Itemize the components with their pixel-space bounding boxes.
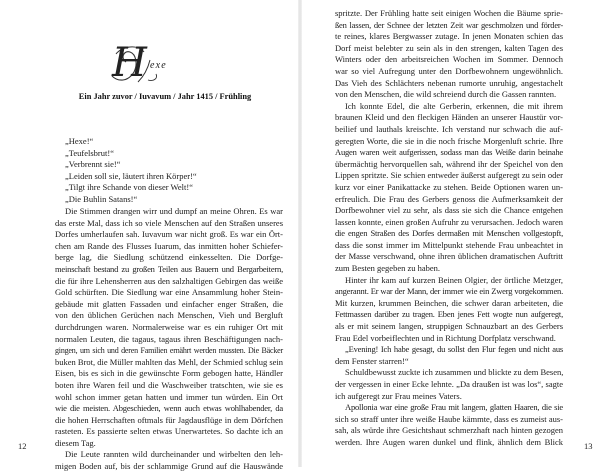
shout-line: „Tilgt ihre Schande von dieser Welt!“ bbox=[65, 182, 193, 193]
text-line: dem Fenster starren!“ bbox=[335, 355, 409, 366]
text-line: zum Besten gegeben zu haben. bbox=[335, 263, 441, 274]
text-line: spritzte. Der Frühling hatte seit einigen Wochen die Bäume sprie- bbox=[335, 8, 563, 18]
shout-line: „Teufelsbrut!“ bbox=[65, 147, 114, 158]
text-line: ich aufgeregt zur Frau meines Vaters. bbox=[335, 390, 462, 401]
text-line: Die Stimmen drangen wirr und dumpf an meine Ohren. Es war bbox=[65, 206, 283, 216]
text-line: war so viel Aufregung unter den Dorfbewohnern ungewöhnlich. bbox=[335, 65, 563, 76]
text-line: übermächtig hervorquellen sah, während ihr der Speichel von den bbox=[335, 158, 563, 169]
text-line: te reines, klares Bergwasser zutage. In jenen Monaten schien das bbox=[335, 31, 563, 42]
text-line: von den Menschen, die wild schreiend durch die Gassen rannten. bbox=[335, 89, 557, 100]
text-line: Schuldbewusst zuckte ich zusammen und blickte zu dem Besen, bbox=[345, 367, 564, 378]
text-line: kurz vor einer Panikattacke zu stehen. Beide Optionen waren un- bbox=[335, 181, 563, 192]
text-line: Gold schürften. Die Siedlung war eine Ansammlung hoher Stein- bbox=[55, 287, 283, 298]
chapter-title-rest: exe bbox=[150, 60, 167, 71]
text-line: Ich konnte Edel, die alte Gerberin, erkennen, die mit ihrem bbox=[345, 100, 563, 111]
text-line: Das Vieh des Schlächters nebenan rumorte unruhig, angestachelt bbox=[335, 77, 563, 88]
text-line: migen Boden auf, bis der schlammige Grund auf die Hauswände bbox=[55, 461, 283, 472]
text-line: Eisen, bis es sich in die gewünschte Form gebogen hatte, Händler bbox=[55, 368, 283, 379]
text-line: rasteten. Es passierte selten etwas Unerwartetes. So dachte ich an bbox=[55, 426, 283, 437]
text-line: gingen, um sich und deren Familien ernährt werden mussten. Die Bäcker bbox=[55, 346, 283, 356]
text-line: wohl schon immer getan hatten und immer tun würden. Ein Ort bbox=[55, 391, 283, 402]
text-line: buken Brot, die Müller mahlten das Mehl, der Schmied schlug sein bbox=[55, 356, 284, 367]
text-line: Dorfes umherlaufen sah. Iuvavum war nicht groß. Es war ein Ört- bbox=[55, 229, 283, 240]
text-line: braunen Kleid und den fleckigen Händen an unserer Haustür vor- bbox=[335, 112, 563, 123]
text-line: Winters oder den arbeitsreichen Wochen im Sommer. Dennoch bbox=[335, 54, 563, 65]
chapter-initial: H bbox=[112, 40, 147, 86]
text-line: durchdrungen waren. Normalerweise war es ein ruhiger Ort mit bbox=[55, 321, 283, 332]
right-page bbox=[302, 0, 600, 467]
text-line: berge lag, die Siedlung schützend einkesselten. Die Dorfge- bbox=[55, 252, 283, 263]
text-line: erfreulich. Die Frau des Gerbers genoss die Aufmerksamkeit der bbox=[335, 193, 563, 204]
text-line: die hohen Herrschaften oftmals für Jagdausflüge in dem Dörfchen bbox=[55, 414, 283, 425]
text-line: Hinter ihr kam auf kurzen Beinen Olgier, der örtliche Metzger, bbox=[345, 274, 563, 285]
chapter-title bbox=[112, 40, 232, 88]
text-line: die für ihre Lehensherren aus den salzhaltigen Gebirgen das weiße bbox=[55, 275, 283, 286]
text-line: von den üblichen Gerüchen nach Menschen, Vieh und Bergluft bbox=[55, 310, 283, 321]
text-line: Augen waren weit aufgerissen, sodass man das Weiße darin beinahe bbox=[335, 147, 563, 158]
text-line: chen am Rande des Flusses Iuarum, das inmitten hoher Schiefer- bbox=[55, 240, 283, 251]
text-line: beilief und lauthals kreischte. Ich verstand nur schwach die auf- bbox=[335, 123, 563, 134]
text-line: sah, als würde ihre Gesichtshaut schmerzhaft nach hinten gezogen bbox=[335, 425, 563, 436]
shout-line: „Die Buhlin Satans!“ bbox=[65, 193, 138, 204]
text-line: Mit kurzen, krummen Beinchen, die schwer daran arbeiteten, die bbox=[335, 297, 563, 308]
right-body-text bbox=[335, 8, 563, 449]
text-line: normalen Leuten, die tagaus, tagaus ihren Beschäftigungen nach- bbox=[55, 333, 283, 344]
text-line: „Evening! Ich habe gesagt, du sollst den Flur fegen und nicht aus bbox=[345, 344, 563, 355]
text-line: diesem Tag. bbox=[55, 437, 96, 448]
text-line: Frau Edel vorbeiflechten und in Richtung Dorfplatz verschwand. bbox=[335, 332, 556, 343]
page-number-left: 12 bbox=[18, 441, 27, 451]
text-line: lassen konnte, einen großen Aufruhr zu verursachen. Jedoch waren bbox=[335, 216, 563, 227]
text-line: gebäude mit glatten Fassaden und einfacher enger Straßen, die bbox=[55, 298, 283, 309]
text-line: Dorfbewohner viel zu sehr, als dass sie sich die Chance entgehen bbox=[335, 205, 563, 216]
text-line: meinschaft bestand zu großen Teilen aus Bauern und Bergarbeitern, bbox=[55, 263, 283, 274]
shout-line: „Leiden soll sie, läutert ihren Körper!“ bbox=[65, 170, 197, 181]
text-line: ßen lassen, der Schnee der letzten Zeit war geschmolzen und förder- bbox=[335, 19, 563, 30]
text-line: Lippen spritzte. Sie schien entweder äußerst aufgeregt zu sein oder bbox=[335, 170, 563, 181]
text-line: dass die sonst immer im Mittelpunkt stehende Frau unbeachtet in bbox=[335, 239, 563, 250]
text-line: das erste Mal, dass ich so viele Menschen auf den Straßen unseres bbox=[55, 217, 283, 228]
text-line: die engen Straßen des Dorfes dermaßen mit Menschen vollgestopft, bbox=[335, 228, 563, 239]
text-line: angerannt. Er war der Mann, der immer wie ein Zwerg vorgekommen. bbox=[335, 286, 563, 297]
shouts-block bbox=[55, 136, 283, 206]
text-line: Dorf meist belebter zu sein als in den strengen, kalten Tagen des bbox=[335, 42, 563, 53]
left-page bbox=[0, 0, 298, 472]
left-body-text bbox=[55, 206, 283, 473]
text-line: Fettmassen darüber zu tragen. Eben jenes Fett wogte nun aufgeregt, bbox=[335, 309, 563, 320]
text-line: geregten Worte, die sie in die noch frische Morgenluft schrie. Ihre bbox=[335, 135, 563, 146]
shout-line: „Verbrennt sie!“ bbox=[65, 159, 121, 170]
shout-line: „Hexe!“ bbox=[65, 136, 94, 146]
text-line: boten ihre Waren feil und die Waschweiber tratschten, wie sie es bbox=[55, 379, 283, 390]
chapter-subtitle: Ein Jahr zuvor / Iuvavum / Jahr 1415 / Frühling bbox=[78, 92, 252, 101]
text-line: werden. Ihre Augen waren dunkel und flink, ähnlich dem Blick bbox=[335, 436, 563, 447]
page-number-right: 13 bbox=[584, 441, 593, 451]
text-line: Apollonia war eine große Frau mit langem, glatten Haaren, die sie bbox=[345, 402, 563, 413]
text-line: als er mit seinem langen, struppigen Schnauzbart an des Gerbers bbox=[335, 321, 563, 332]
text-line: der Masse verschwand, ohne ihren üblichen dramatischen Auftritt bbox=[335, 251, 563, 262]
text-line: der vergessen in einer Ecke lehnte. „Da draußen ist was los“, sagte bbox=[335, 379, 563, 389]
text-line: Die Leute rannten wild durcheinander und wirbelten den leh- bbox=[65, 449, 283, 460]
text-line: sich so straff unter ihre weiße Haube kämmte, dass es zumeist aus- bbox=[335, 413, 563, 424]
text-line: wie die meisten. Abgeschieden, wenn auch etwas wohlhabender, da bbox=[55, 403, 283, 414]
